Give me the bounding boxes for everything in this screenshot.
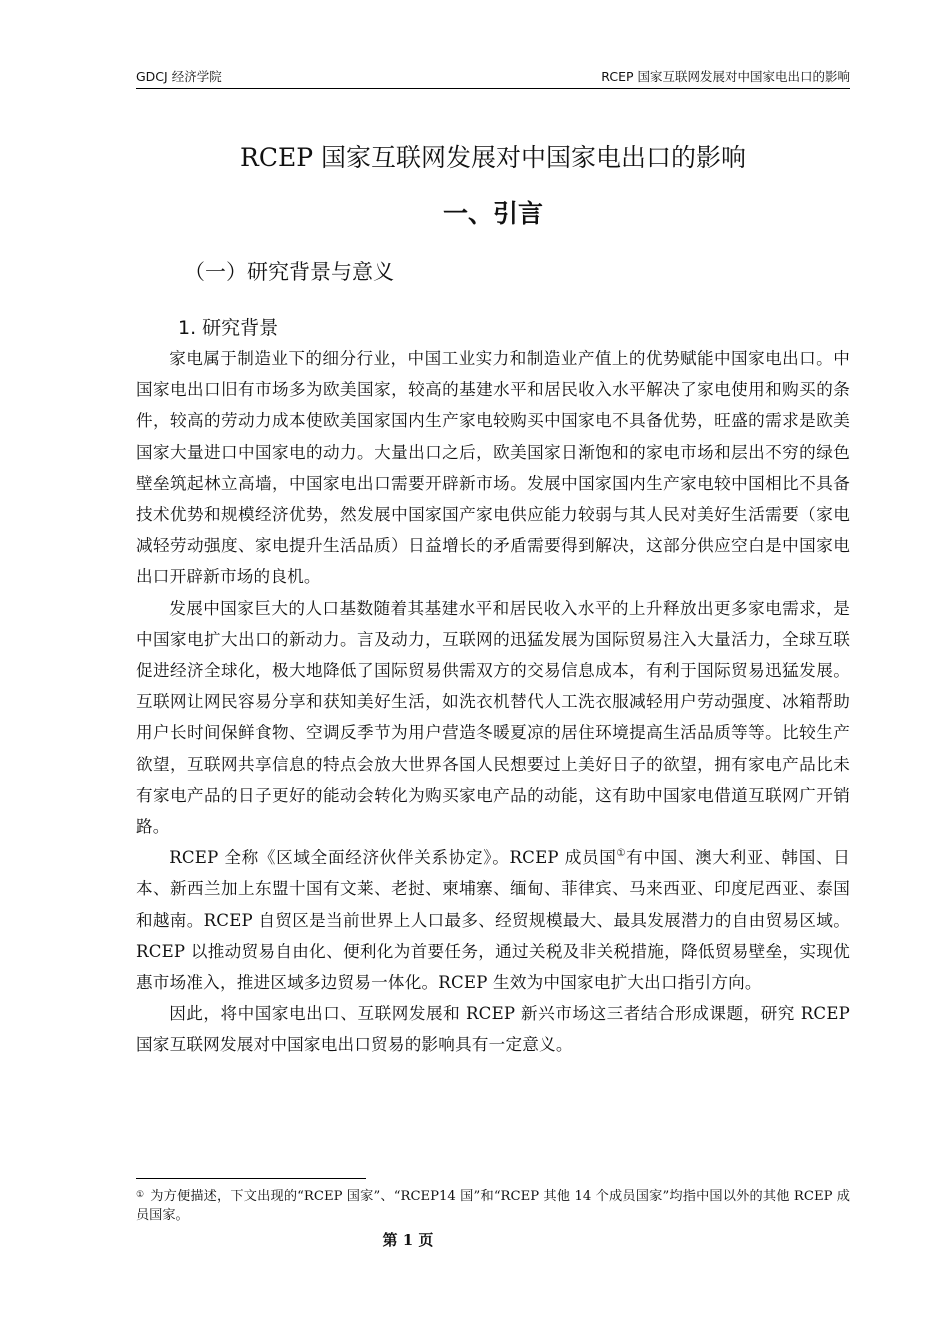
paragraph-1: 家电属于制造业下的细分行业，中国工业实力和制造业产值上的优势赋能中国家电出口。中国家电出口旧有市场多为欧美国家，较高的基建水平和居民收入水平解决了家电使用和购买的条件，较高的劳动力成本使欧美国家国内生产家电较购买中国家电不具备优势，旺盛的需求是欧美国家大量进口中国家电的动力。大量出口之后，欧美国家日渐饱和的家电市场和层出不穷的绿色壁垒筑起林立高墙，中国家电出口需要开辟新市场。发展中国家国内生产家电较中国相比不具备技术优势和规模经济优势，然发展中国家国产家电供应能力较弱与其人民对美好生活需要（家电减轻劳动强度、家电提升生活品质）日益增长的矛盾需要得到解决，这部分供应空白是中国家电出口开辟新市场的良机。	[136, 349, 850, 587]
paragraph-4: 因此，将中国家电出口、互联网发展和 RCEP 新兴市场这三者结合形成课题，研究 RCEP 国家互联网发展对中国家电出口贸易的影响具有一定意义。	[136, 1004, 850, 1055]
subsubsection-heading: 1. 研究背景	[178, 317, 279, 339]
body-text	[136, 343, 850, 1061]
section-heading: 一、引言	[442, 199, 543, 228]
footnote-text: 为方便描述，下文出现的“RCEP 国家”、“RCEP14 国”和“RCEP 其他 14 个成员国家”均指中国以外的其他 RCEP 成员国家。	[136, 1189, 850, 1223]
paragraph-3	[136, 842, 850, 998]
footnote-mark: ①	[136, 1190, 145, 1200]
header-right-text: RCEP 国家互联网发展对中国家电出口的影响	[601, 69, 850, 84]
header-left-text: GDCJ 经济学院	[136, 69, 222, 84]
paragraph-3-part-2: 有中国、澳大利亚、韩国、日本、新西兰加上东盟十国有文莱、老挝、柬埔寨、缅甸、菲律宾、马来西亚、印度尼西亚、泰国和越南。RCEP 自贸区是当前世界上人口最多、经贸规模最大、最具发展潜力的自由贸易区域。RCEP 以推动贸易自由化、便利化为首要任务，通过关税及非关税措施，降低贸易壁垒，实现优惠市场准入，推进区域多边贸易一体化。RCEP 生效为中国家电扩大出口指引方向。	[136, 848, 850, 993]
page-header	[136, 68, 850, 89]
footnote	[136, 1186, 850, 1225]
page-number: 第 1 页	[382, 1231, 434, 1249]
footnote-reference[interactable]: ①	[616, 848, 627, 860]
paragraph-3-part-1: RCEP 全称《区域全面经济伙伴关系协定》。RCEP 成员国	[169, 848, 617, 868]
footnote-separator	[136, 1178, 366, 1179]
paragraph-2: 发展中国家巨大的人口基数随着其基建水平和居民收入水平的上升释放出更多家电需求，是中国家电扩大出口的新动力。言及动力，互联网的迅猛发展为国际贸易注入大量活力，全球互联促进经济全球化，极大地降低了国际贸易供需双方的交易信息成本，有利于国际贸易迅猛发展。互联网让网民容易分享和获知美好生活，如洗衣机替代人工洗衣服减轻用户劳动强度、冰箱帮助用户长时间保鲜食物、空调反季节为用户营造冬暖夏凉的居住环境提高生活品质等等。比较生产欲望，互联网共享信息的特点会放大世界各国人民想要过上美好日子的欲望，拥有家电产品比未有家电产品的日子更好的能动会转化为购买家电产品的动能，这有助中国家电借道互联网广开销路。	[136, 598, 850, 837]
subsection-heading: （一）研究背景与意义	[184, 260, 394, 284]
document-title: RCEP 国家互联网发展对中国家电出口的影响	[240, 143, 746, 172]
